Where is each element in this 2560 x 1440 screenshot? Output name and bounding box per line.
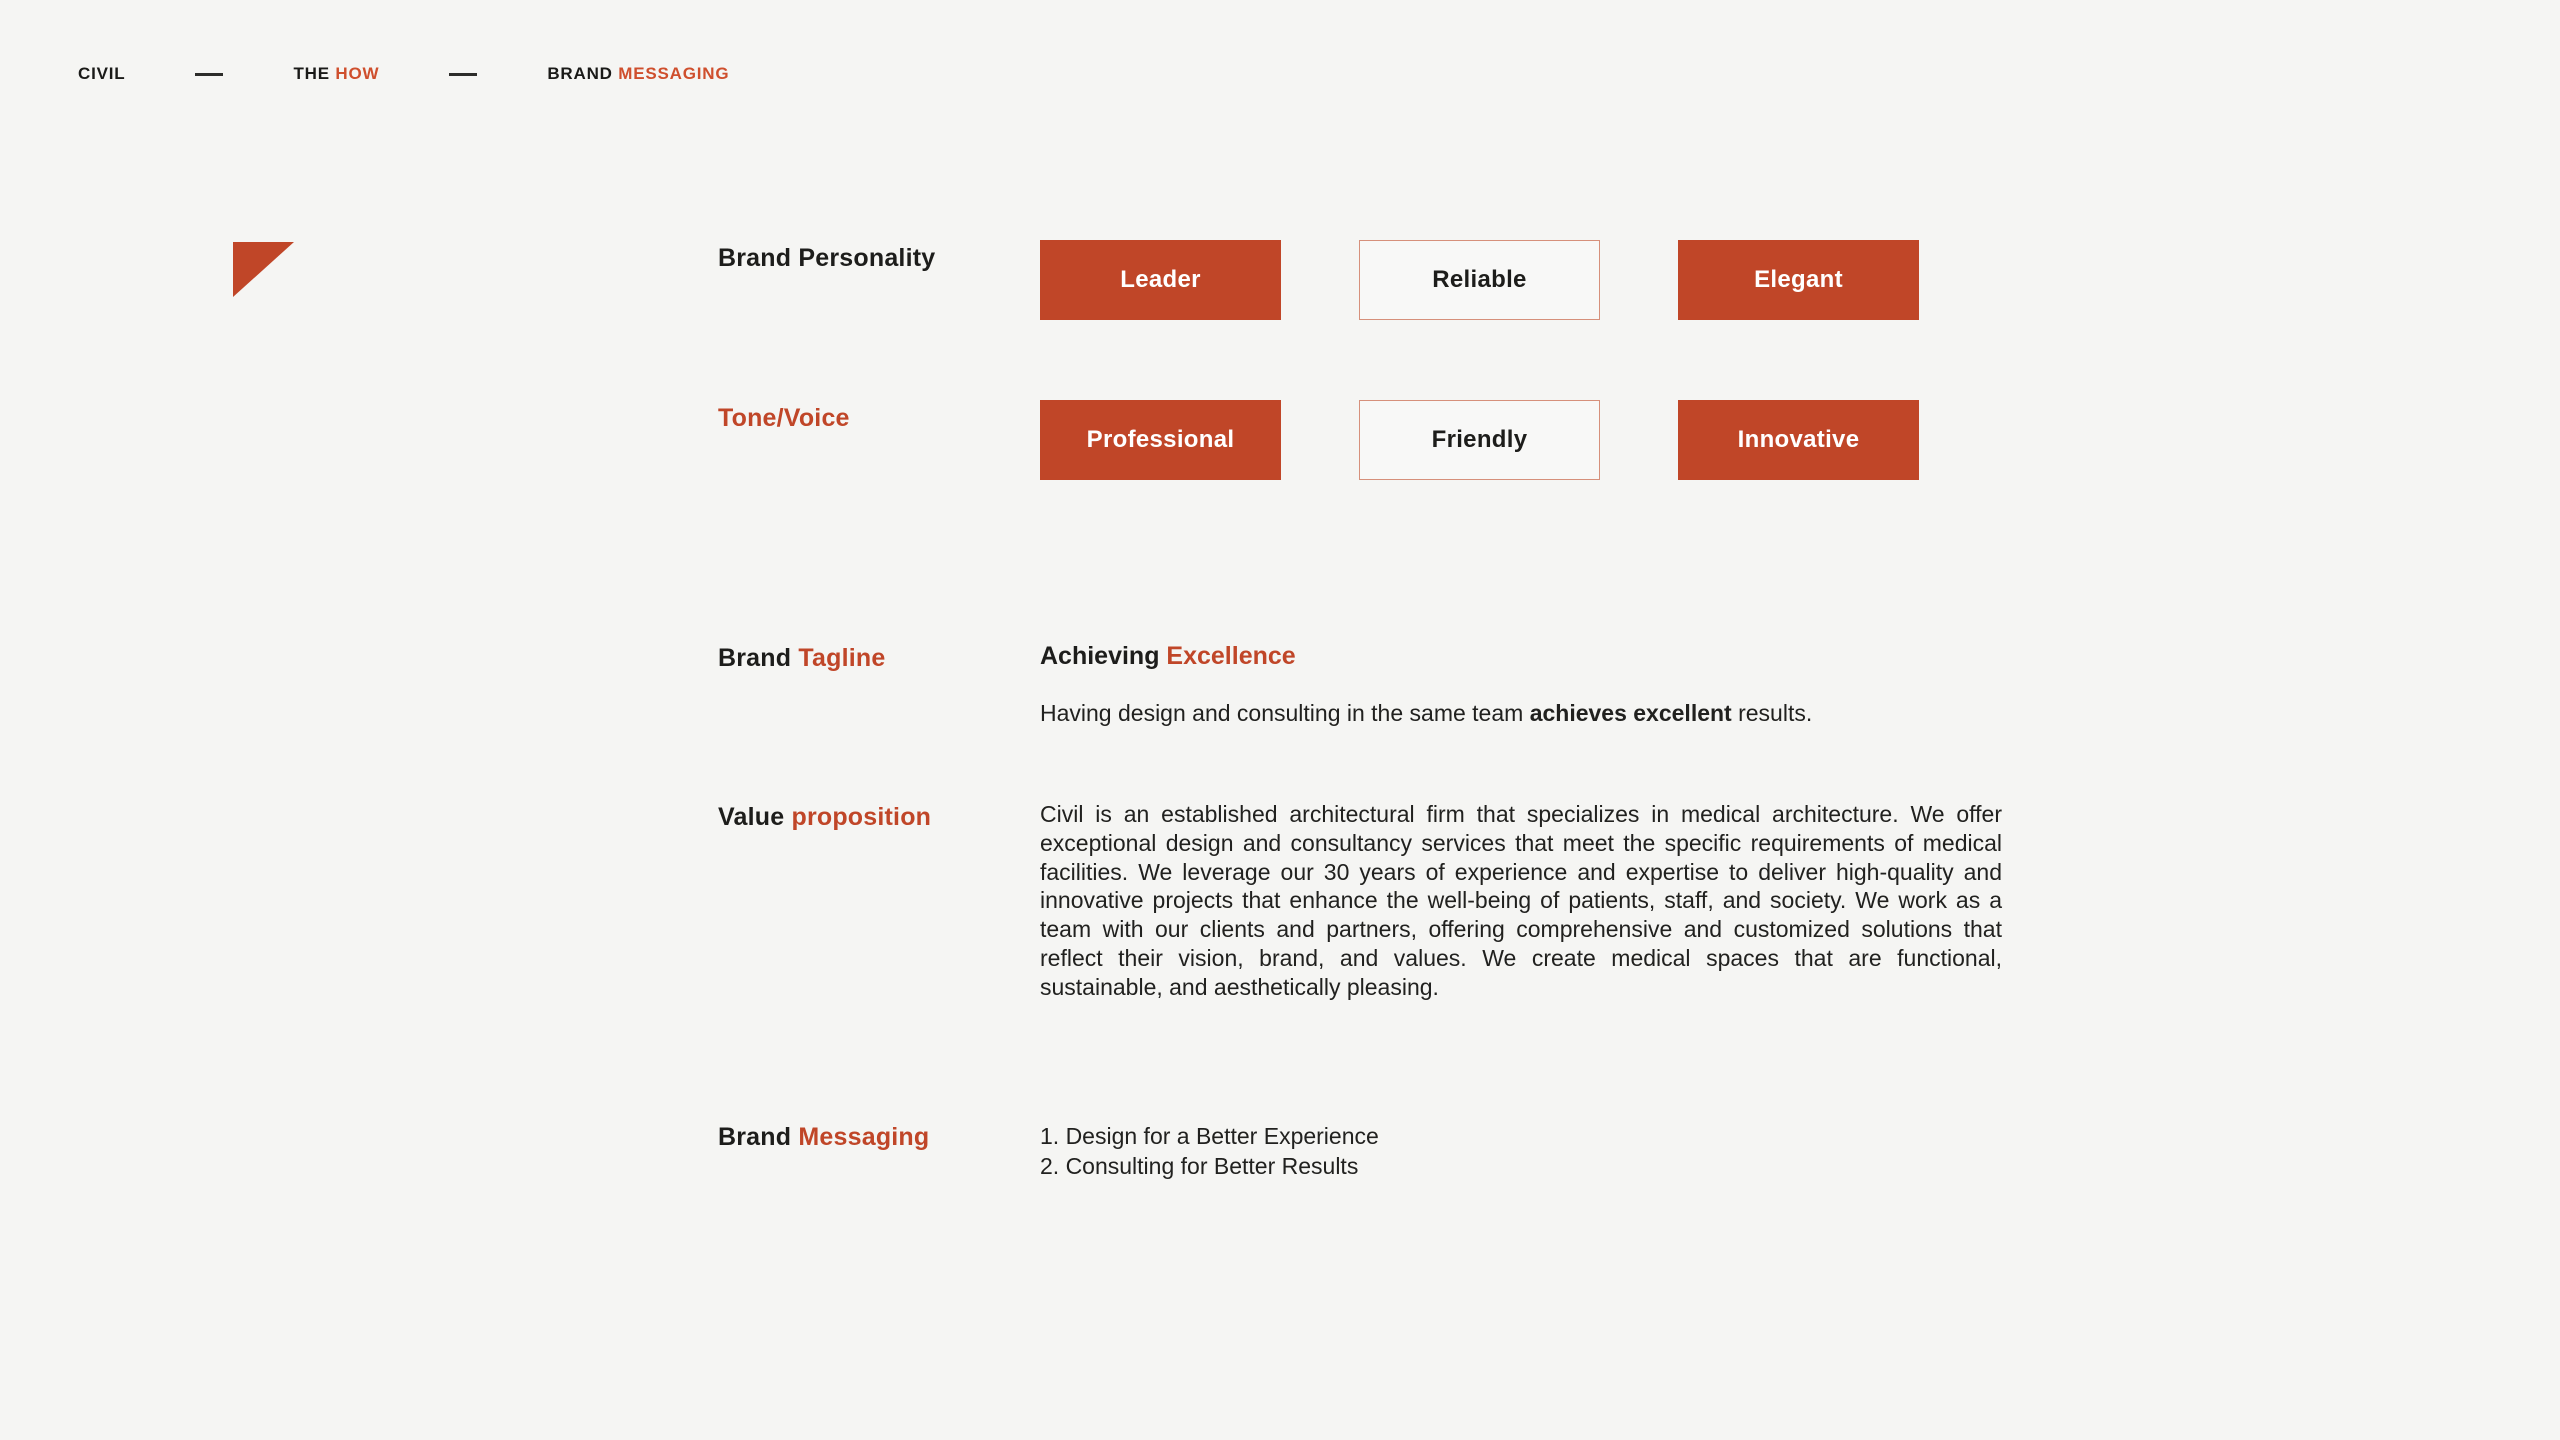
tag-professional: Professional <box>1040 400 1281 480</box>
page-title: BRAND MESSAGING <box>547 64 730 83</box>
value-proposition-label: Value proposition <box>718 803 932 831</box>
value-proposition-body: Civil is an established architectural firm that specializes in medical architecture. We offer exceptional design and consultancy services that meet the specific requirements of medical facilities. We leverage our 30 years of experience and expertise to deliver high-quality and innovative projects that enhance the well-being of patients, staff, and society. We work as a team with our clients and partners, offering comprehensive and customized solutions that reflect their vision, brand, and values. We create medical spaces that are functional, sustainable, and aesthetically pleasing. <box>1040 801 2002 1000</box>
tag-reliable: Reliable <box>1359 240 1600 320</box>
tag-leader: Leader <box>1040 240 1281 320</box>
tag-friendly: Friendly <box>1359 400 1600 480</box>
messaging-item: 2. Consulting for Better Results <box>1040 1152 1359 1179</box>
tone-tags-row <box>1040 400 1919 480</box>
brand-messaging-label: Brand Messaging <box>718 1123 930 1151</box>
triangle-mark-icon <box>233 242 294 297</box>
brand-tagline-label: Brand Tagline <box>718 644 886 672</box>
tone-voice-label: Tone/Voice <box>718 404 850 432</box>
tagline-body: Having design and consulting in the same team achieves excellent results. <box>1040 700 1813 726</box>
tag-elegant: Elegant <box>1678 240 1919 320</box>
breadcrumb <box>78 64 729 84</box>
header-separator-line <box>449 73 477 76</box>
header-separator-line <box>195 73 223 76</box>
tag-innovative: Innovative <box>1678 400 1919 480</box>
messaging-item: 1. Design for a Better Experience <box>1040 1123 1379 1149</box>
brand-name: CIVIL <box>78 64 126 83</box>
tagline-heading: Achieving Excellence <box>1040 642 1296 670</box>
personality-tags-row <box>1040 240 1919 320</box>
brand-personality-label: Brand Personality <box>718 244 936 272</box>
section-label: THE HOW <box>293 64 380 83</box>
messaging-list <box>1040 1122 1379 1181</box>
